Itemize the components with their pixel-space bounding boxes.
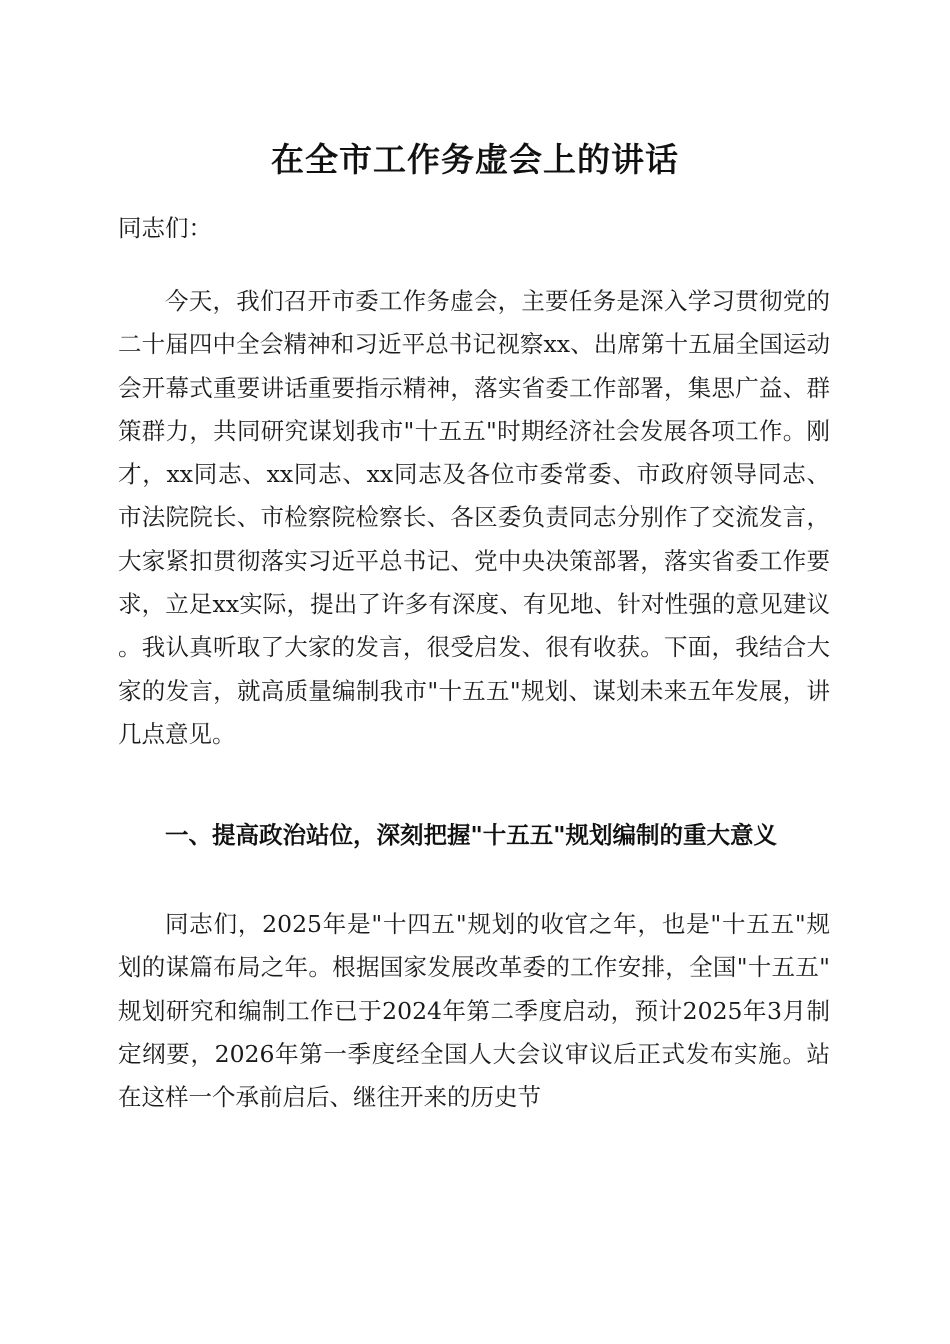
salutation: 同志们：	[118, 214, 212, 242]
paragraph-opening: 今天，我们召开市委工作务虚会，主要任务是深入学习贯彻党的二十届四中全会精神和习近平总书记视察xx、出席第十五届全国运动会开幕式重要讲话重要指示精神，落实省委工作部署，集思广益、群策群力，共同研究谋划我市"十五五"时期经济社会发展各项工作。刚才，xx同志、xx同志、xx同志及各位市委常委、市政府领导同志、市法院院长、市检察院检察长、各区委负责同志分别作了交流发言，大家紧扣贯彻落实习近平总书记、党中央决策部署，落实省委工作要求，立足xx实际，提出了许多有深度、有见地、针对性强的意见建议。我认真听取了大家的发言，很受启发、很有收获。下面，我结合大家的发言，就高质量编制我市"十五五"规划、谋划未来五年发展，讲几点意见。	[118, 287, 830, 748]
paragraph-section-1: 同志们，2025年是"十四五"规划的收官之年，也是"十五五"规划的谋篇布局之年。根据国家发展改革委的工作安排，全国"十五五"规划研究和编制工作已于2024年第二季度启动，预计2025年3月制定纲要，2026年第一季度经全国人大会议审议后正式发布实施。站在这样一个承前启后、继往开来的历史节	[118, 910, 830, 1112]
section-heading-1: 一、提高政治站位，深刻把握"十五五"规划编制的重大意义	[165, 821, 777, 849]
document-title: 在全市工作务虚会上的讲话	[271, 140, 679, 179]
